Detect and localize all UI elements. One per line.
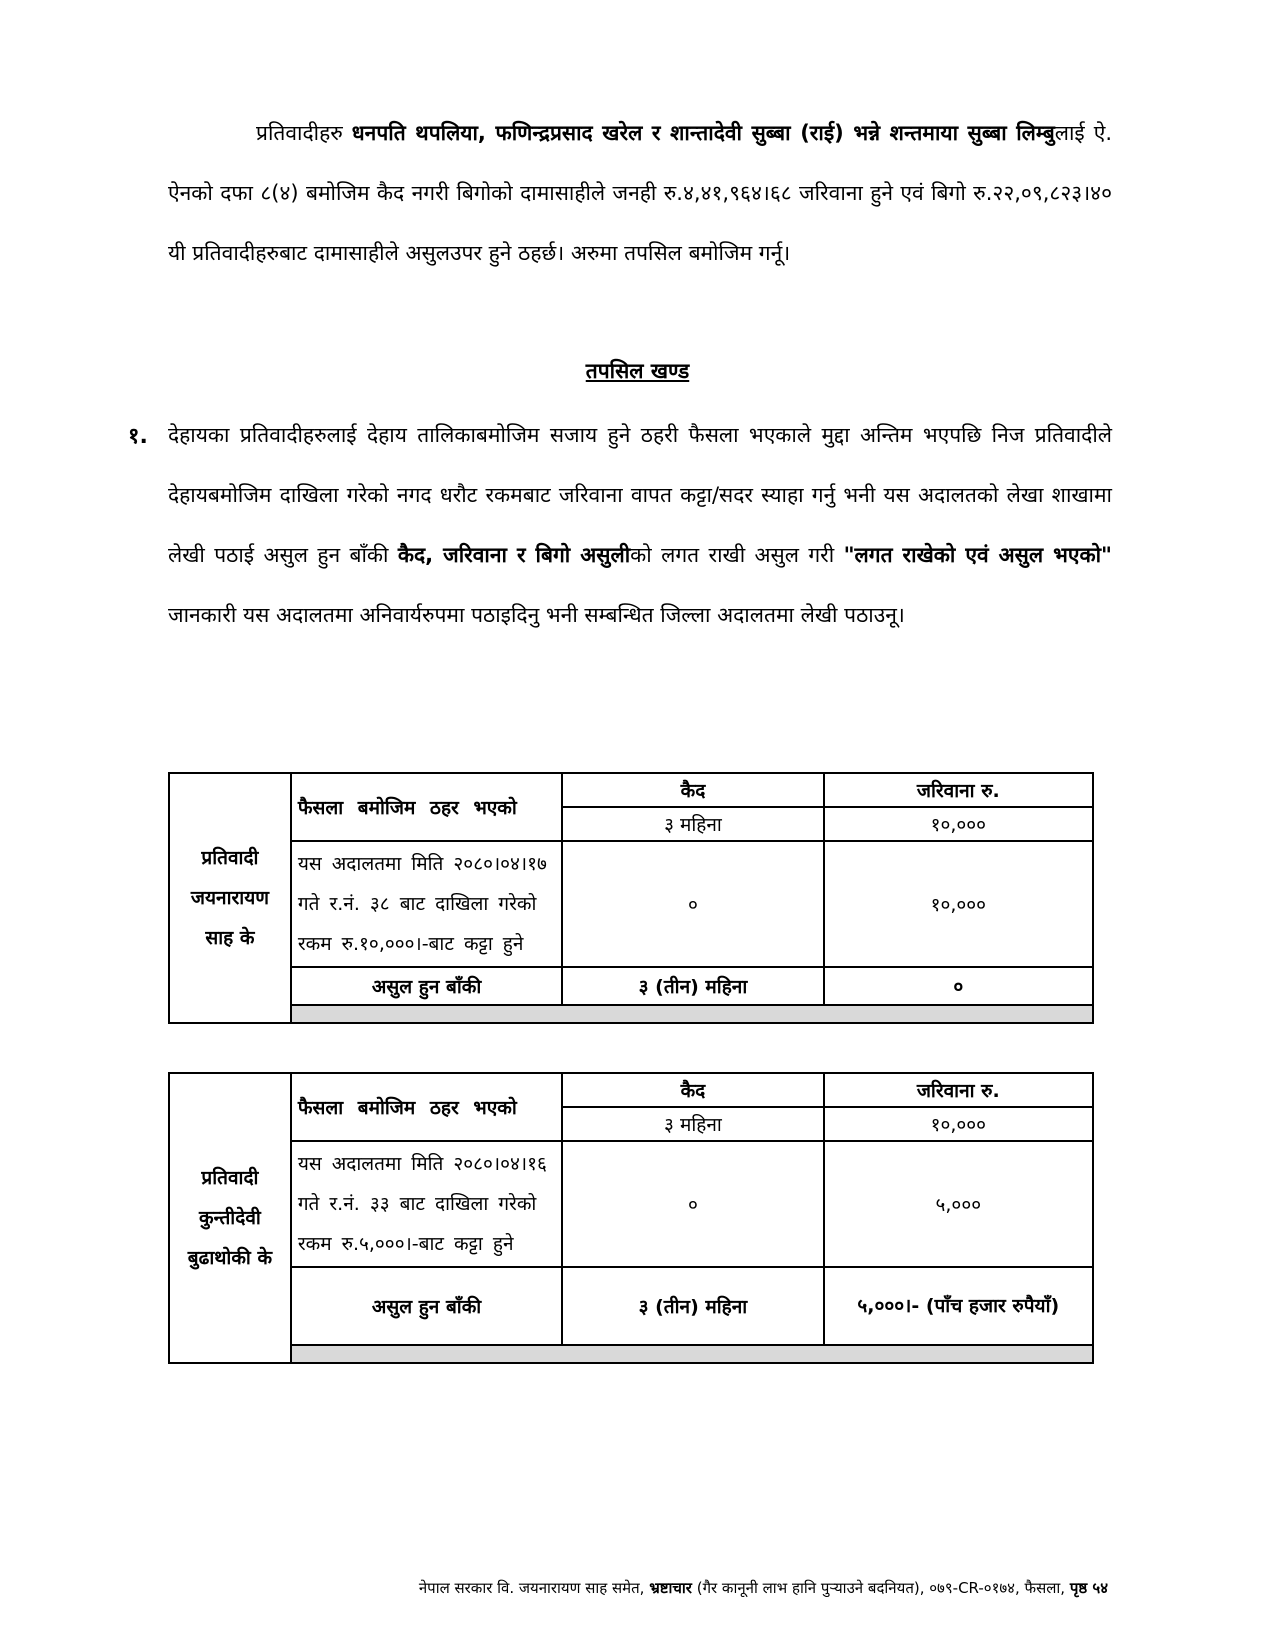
remaining-label: असुल हुन बाँकी xyxy=(291,967,562,1005)
verdict-fine: १०,००० xyxy=(824,1107,1093,1141)
remaining-label: असुल हुन बाँकी xyxy=(291,1267,562,1345)
deposit-fine: १०,००० xyxy=(824,841,1093,967)
punishment-table-jayanarayan xyxy=(168,772,1094,1024)
page-footer xyxy=(0,1578,1108,1598)
footer-case-type: भ्रष्टाचार xyxy=(649,1579,692,1597)
section-heading: तपसिल खण्ड xyxy=(585,359,690,383)
gray-band xyxy=(291,1345,1093,1363)
gray-band xyxy=(291,1005,1093,1023)
paragraph-lead: प्रतिवादीहरु xyxy=(256,121,343,145)
header-kaid: कैद xyxy=(562,1073,823,1107)
verdict-fine: १०,००० xyxy=(824,807,1093,841)
deposit-fine: ५,००० xyxy=(824,1141,1093,1267)
remaining-fine: ० xyxy=(824,967,1093,1005)
paragraph-rest: लाई ऐ. ऐनको दफा ८(४) बमोजिम कैद नगरी बिगोको दामासाहीले जनही रु.४,४१,९६४।६८ जरिवाना हुने एवं बिगो रु.२२,०९,८२३।४० यी प्रतिवादीहरुबाट दामासाहीले असुलउपर हुने ठहर्छ। अरुमा तपसिल बमोजिम गर्नू। xyxy=(168,121,1112,265)
item-bold-b: कैद, जरिवाना र बिगो असुली xyxy=(397,543,631,567)
header-fine: जरिवाना रु. xyxy=(824,1073,1093,1107)
deposit-description: यस अदालतमा मिति २०८०।०४।१६ गते र.नं. ३३ बाट दाखिला गरेको रकम रु.५,०००।-बाट कट्टा हुने xyxy=(291,1141,562,1267)
deposit-kaid: ० xyxy=(562,841,823,967)
item-text-c: को लगत राखी असुल गरी xyxy=(630,543,844,567)
item-number: १. xyxy=(128,424,148,449)
verdict-kaid: ३ महिना xyxy=(562,1107,823,1141)
paragraph-verdict-summary xyxy=(168,103,1112,283)
remaining-fine: ५,०००।- (पाँच हजार रुपैयाँ) xyxy=(824,1267,1093,1345)
deposit-kaid: ० xyxy=(562,1141,823,1267)
header-verdict: फैसला बमोजिम ठहर भएको xyxy=(291,773,562,841)
defendant-cell: प्रतिवादी जयनारायण साह के xyxy=(169,773,291,1023)
header-verdict: फैसला बमोजिम ठहर भएको xyxy=(291,1073,562,1141)
punishment-table-kuntidevi xyxy=(168,1072,1094,1364)
item-bold-d: "लगत राखेको एवं असुल भएको" xyxy=(843,543,1112,567)
deposit-description: यस अदालतमा मिति २०८०।०४।१७ गते र.नं. ३८ बाट दाखिला गरेको रकम रु.१०,०००।-बाट कट्टा हुने xyxy=(291,841,562,967)
defendant-names: धनपति थपलिया, फणिन्द्रप्रसाद खरेल र शान्तादेवी सुब्बा (राई) भन्ने शन्तमाया सुब्बा लिम्बु xyxy=(351,121,1055,145)
header-kaid: कैद xyxy=(562,773,823,807)
footer-prefix: नेपाल सरकार वि. जयनारायण साह समेत, xyxy=(418,1579,650,1597)
item-text-a: देहायका प्रतिवादीहरुलाई देहाय तालिकाबमोजिम सजाय हुने ठहरी फैसला भएकाले मुद्दा अन्तिम भएपछि निज प्रतिवादीले देहायबमोजिम दाखिला गरेको नगद धरौट रकमबाट जरिवाना वापत कट्टा/सदर स्याहा गर्नु भनी यस अदालतको लेखा शाखामा लेखी पठाई असुल हुन बाँकी xyxy=(168,423,1112,567)
item-1-text xyxy=(168,405,1112,645)
footer-page-number: पृष्ठ ५४ xyxy=(1069,1579,1108,1597)
remaining-kaid: ३ (तीन) महिना xyxy=(562,967,823,1005)
footer-middle: (गैर कानूनी लाभ हानि पुऱ्याउने बदनियत), ०७९-CR-०१७४, फैसला, xyxy=(691,1579,1070,1597)
remaining-kaid: ३ (तीन) महिना xyxy=(562,1267,823,1345)
verdict-kaid: ३ महिना xyxy=(562,807,823,841)
item-text-e: जानकारी यस अदालतमा अनिवार्यरुपमा पठाइदिनु भनी सम्बन्धित जिल्ला अदालतमा लेखी पठाउनू। xyxy=(168,603,905,627)
header-fine: जरिवाना रु. xyxy=(824,773,1093,807)
defendant-cell: प्रतिवादी कुन्तीदेवी बुढाथोकी के xyxy=(169,1073,291,1363)
